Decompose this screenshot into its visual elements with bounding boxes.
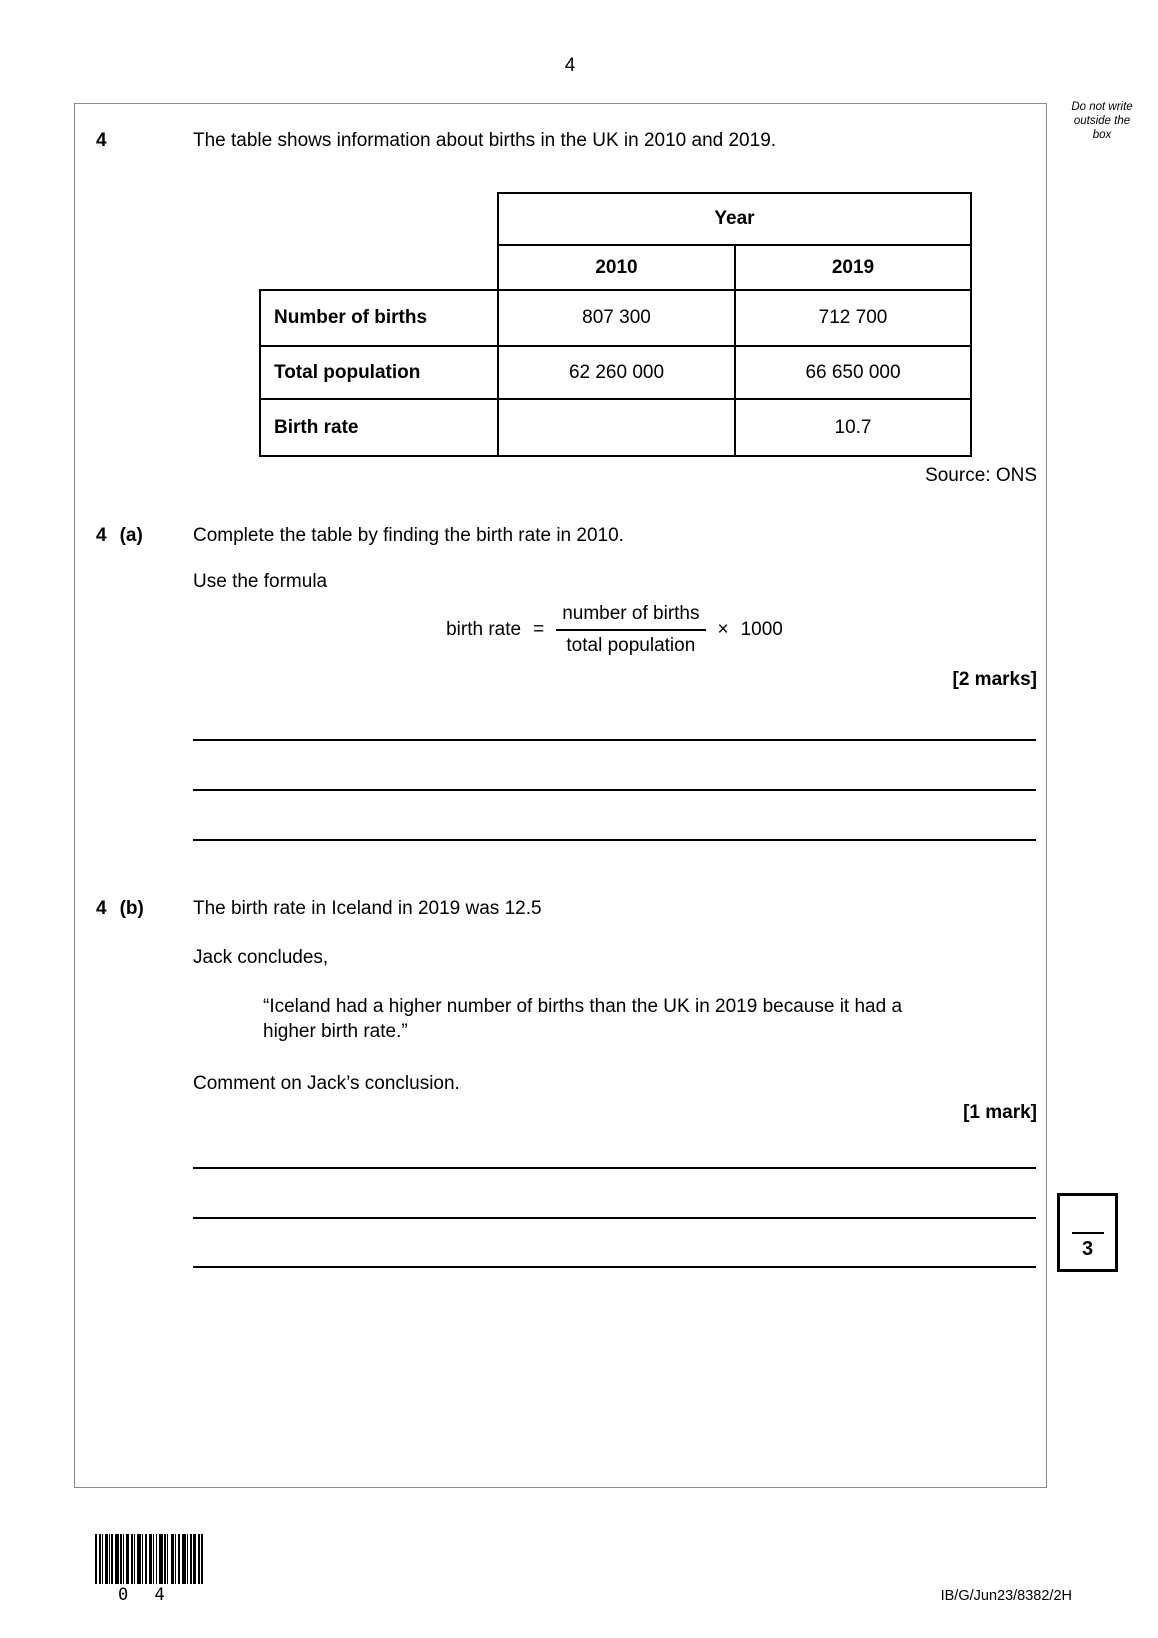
year-header-cell: Year: [498, 193, 971, 245]
source-attribution: Source: ONS: [925, 465, 1037, 486]
answer-line: [193, 1167, 1036, 1169]
part-a-question-num: 4: [96, 525, 107, 546]
answer-line: [193, 1266, 1036, 1268]
table-cell: 807 300: [498, 290, 735, 346]
formula-multiplier: 1000: [740, 619, 783, 640]
answer-line: [193, 839, 1036, 841]
barcode: [95, 1534, 205, 1584]
page-number: 4: [564, 55, 576, 76]
part-a-marks: [2 marks]: [952, 669, 1037, 690]
part-a-prompt: Complete the table by finding the birth rate in 2010.: [193, 525, 624, 546]
barcode-digits: 0 4: [118, 1585, 165, 1605]
part-b-statement: The birth rate in Iceland in 2019 was 12.5: [193, 898, 542, 919]
col-header-2010: 2010: [498, 245, 735, 290]
marks-total: 3: [1081, 1238, 1094, 1260]
score-entry-line: [1072, 1232, 1104, 1234]
part-b-number: [96, 897, 144, 921]
do-not-write-line-2: outside the: [1073, 115, 1131, 127]
part-b-prompt: Comment on Jack’s conclusion.: [193, 1073, 460, 1094]
table-cell: 66 650 000: [735, 346, 971, 399]
row-label: Total population: [260, 346, 498, 399]
table-spacer-cell: [260, 193, 498, 245]
question-number: 4: [96, 130, 107, 151]
table-cell: 62 260 000: [498, 346, 735, 399]
formula-intro: Use the formula: [193, 571, 328, 592]
part-a-letter: (a): [119, 525, 143, 546]
table-row-total-population: [260, 346, 971, 399]
do-not-write-note: [1050, 100, 1154, 142]
formula-fraction: [556, 603, 705, 657]
fraction-denominator: total population: [566, 635, 696, 656]
table-row-years: [260, 245, 971, 290]
answer-line: [193, 1217, 1036, 1219]
barcode-image: [95, 1534, 205, 1584]
jack-quote-line-2: higher birth rate.”: [263, 1021, 408, 1042]
table-row-birth-rate: [260, 399, 971, 456]
question-intro: The table shows information about births in the UK in 2010 and 2019.: [193, 130, 777, 151]
table-cell-empty: [498, 399, 735, 456]
table-row-year-header: [260, 193, 971, 245]
equals-sign: =: [533, 619, 545, 640]
marks-total-box: [1057, 1193, 1118, 1272]
do-not-write-line-3: box: [1092, 129, 1112, 141]
answer-line: [193, 739, 1036, 741]
col-header-2019: 2019: [735, 245, 971, 290]
part-b-marks: [1 mark]: [963, 1102, 1037, 1123]
part-a-number: [96, 524, 143, 548]
footer-reference-code: IB/G/Jun23/8382/2H: [940, 1588, 1072, 1604]
birth-rate-formula: [193, 603, 1036, 657]
table-row-number-of-births: [260, 290, 971, 346]
part-b-question-num: 4: [96, 898, 107, 919]
answer-line: [193, 789, 1036, 791]
multiply-sign: ×: [717, 619, 729, 640]
part-b-letter: (b): [119, 898, 144, 919]
jack-quote-line-1: “Iceland had a higher number of births than the UK in 2019 because it had a: [263, 996, 903, 1017]
part-b-concludes: Jack concludes,: [193, 947, 329, 968]
fraction-numerator: number of births: [556, 603, 705, 631]
table-spacer-cell: [260, 245, 498, 290]
row-label: Birth rate: [260, 399, 498, 456]
table-cell: 712 700: [735, 290, 971, 346]
table-cell: 10.7: [735, 399, 971, 456]
row-label: Number of births: [260, 290, 498, 346]
births-table: [259, 192, 972, 457]
formula-lhs: birth rate: [446, 619, 522, 640]
do-not-write-line-1: Do not write: [1071, 101, 1133, 113]
